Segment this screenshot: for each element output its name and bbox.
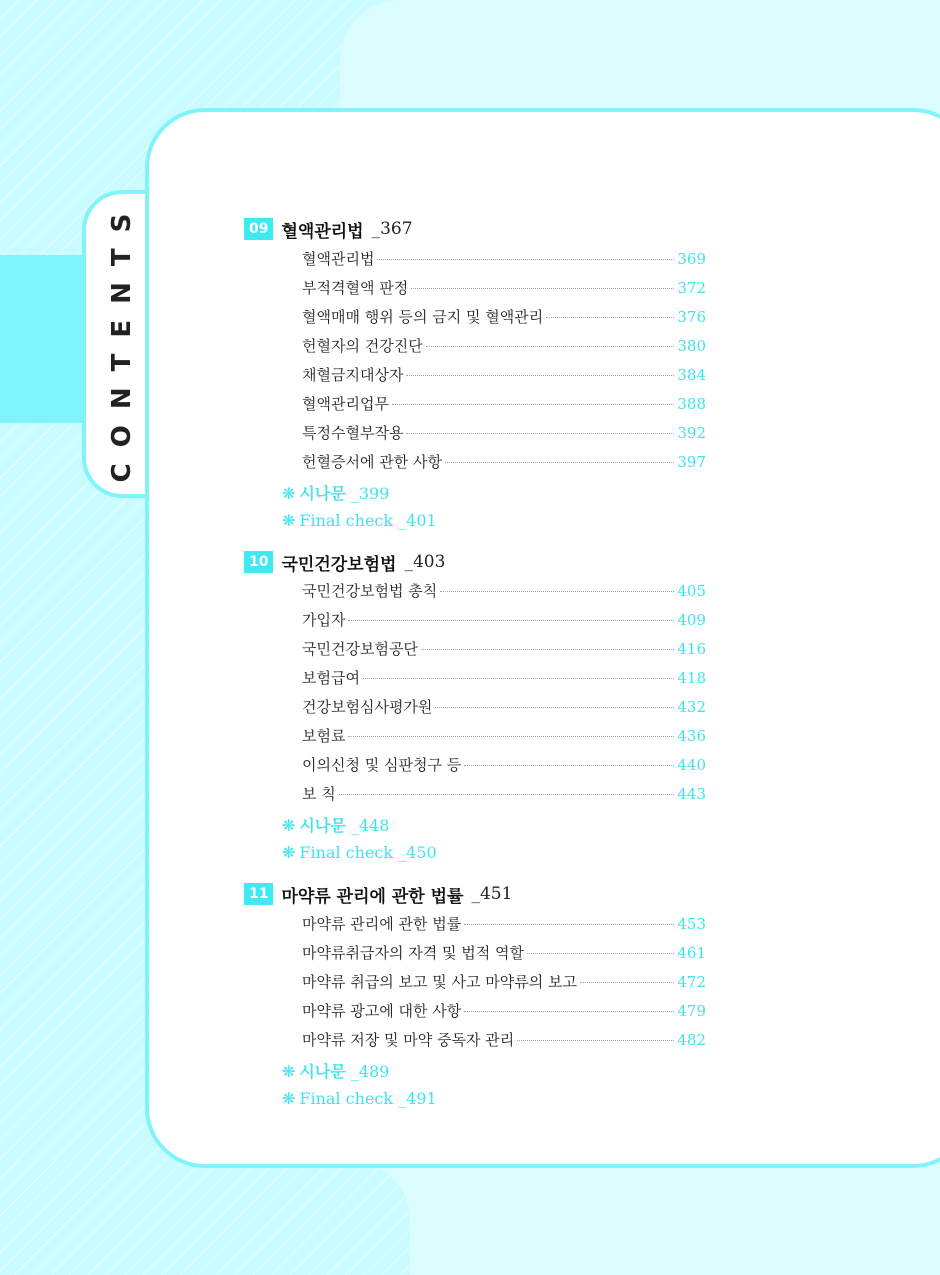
extra-page: _399 <box>350 484 390 503</box>
toc-entry[interactable] <box>302 942 706 964</box>
entry-label: 마약류 광고에 대한 사항 <box>302 1002 462 1020</box>
entry-label: 헌혈증서에 관한 사항 <box>302 453 442 471</box>
extra-label: 시나문 <box>299 484 346 503</box>
toc-entry[interactable] <box>302 725 706 747</box>
leader-dots <box>464 1011 674 1012</box>
chapter-title: 혈액관리법 <box>281 221 364 242</box>
extra-page: _491 <box>398 1089 437 1108</box>
entry-page: 376 <box>677 308 706 326</box>
toc-entry[interactable] <box>302 913 706 935</box>
entry-page: 432 <box>677 698 706 716</box>
toc-entry[interactable] <box>302 277 706 299</box>
chapter-11-heading[interactable] <box>244 882 512 906</box>
entry-label: 보 칙 <box>302 785 336 803</box>
toc-entry[interactable] <box>302 609 706 631</box>
toc-entry[interactable] <box>302 667 706 689</box>
leader-dots <box>377 259 674 260</box>
entry-label: 가입자 <box>302 611 346 629</box>
toc-entry[interactable] <box>302 638 706 660</box>
leader-dots <box>440 591 674 592</box>
extra-entry-sinamun[interactable] <box>282 481 389 503</box>
background-patch <box>0 1160 410 1275</box>
entry-label: 마약류취급자의 자격 및 법적 역할 <box>302 944 524 962</box>
entry-label: 이의신청 및 심판청구 등 <box>302 756 462 774</box>
toc-entry[interactable] <box>302 971 706 993</box>
leader-dots <box>411 288 674 289</box>
asterisk-icon: ❋ <box>282 843 296 862</box>
extra-entry-sinamun[interactable] <box>282 813 389 835</box>
entry-page: 461 <box>677 944 706 962</box>
entry-page: 384 <box>677 366 706 384</box>
leader-dots <box>406 433 674 434</box>
asterisk-icon: ❋ <box>282 1089 296 1108</box>
extra-entry-sinamun[interactable] <box>282 1059 389 1081</box>
extra-label: 시나문 <box>299 1062 346 1081</box>
asterisk-icon: ❋ <box>282 511 296 530</box>
entry-label: 헌혈자의 건강진단 <box>302 337 423 355</box>
entry-page: 405 <box>677 582 706 600</box>
entry-label: 부적격혈액 판정 <box>302 279 409 297</box>
chapter-09-heading[interactable] <box>244 217 413 241</box>
entry-label: 국민건강보험공단 <box>302 640 418 658</box>
toc-entry[interactable] <box>302 1000 706 1022</box>
toc-entry[interactable] <box>302 1029 706 1051</box>
chapter-number: 10 <box>244 551 273 573</box>
extra-page: _450 <box>398 843 437 862</box>
leader-dots <box>435 707 674 708</box>
entry-label: 혈액관리법 <box>302 250 375 268</box>
chapter-title: 국민건강보험법 <box>281 554 397 575</box>
extra-entry-final-check[interactable] <box>282 843 437 865</box>
extra-page: _489 <box>350 1062 390 1081</box>
entry-page: 372 <box>677 279 706 297</box>
leader-dots <box>339 794 675 795</box>
asterisk-icon: ❋ <box>282 484 296 503</box>
toc-entry[interactable] <box>302 451 706 473</box>
leader-dots <box>546 317 674 318</box>
leader-dots <box>421 649 674 650</box>
entry-label: 마약류 취급의 보고 및 사고 마약류의 보고 <box>302 973 577 991</box>
entry-page: 369 <box>677 250 706 268</box>
leader-dots <box>527 953 674 954</box>
side-accent-block <box>0 255 90 423</box>
entry-label: 건강보험심사평가원 <box>302 698 433 716</box>
entry-label: 혈액매매 행위 등의 금지 및 혈액관리 <box>302 308 544 326</box>
extra-entry-final-check[interactable] <box>282 1089 437 1111</box>
leader-dots <box>348 620 674 621</box>
entry-page: 397 <box>677 453 706 471</box>
extra-label: 시나문 <box>299 816 346 835</box>
chapter-number: 09 <box>244 218 273 240</box>
entry-page: 482 <box>677 1031 706 1049</box>
entry-page: 479 <box>677 1002 706 1020</box>
chapter-title: 마약류 관리에 관한 법률 <box>281 886 464 907</box>
leader-dots <box>363 678 674 679</box>
entry-label: 마약류 저장 및 마약 중독자 관리 <box>302 1031 515 1049</box>
asterisk-icon: ❋ <box>282 816 296 835</box>
entry-label: 특정수혈부작용 <box>302 424 404 442</box>
leader-dots <box>464 765 674 766</box>
entry-page: 416 <box>677 640 706 658</box>
entry-page: 380 <box>677 337 706 355</box>
contents-label: CONTENTS <box>107 197 137 483</box>
entry-page: 440 <box>677 756 706 774</box>
leader-dots <box>392 404 674 405</box>
toc-entry[interactable] <box>302 335 706 357</box>
entry-page: 453 <box>677 915 706 933</box>
leader-dots <box>580 982 674 983</box>
entry-page: 472 <box>677 973 706 991</box>
entry-page: 388 <box>677 395 706 413</box>
entry-page: 436 <box>677 727 706 745</box>
extra-label: Final check <box>299 511 394 530</box>
chapter-number: 11 <box>244 883 273 905</box>
extra-page: _401 <box>398 511 437 530</box>
background-strip <box>410 1165 940 1275</box>
entry-label: 보험급여 <box>302 669 360 687</box>
leader-dots <box>464 924 674 925</box>
leader-dots <box>445 462 674 463</box>
extra-label: Final check <box>299 843 394 862</box>
leader-dots <box>426 346 675 347</box>
toc-entry[interactable] <box>302 422 706 444</box>
entry-page: 418 <box>677 669 706 687</box>
toc-entry[interactable] <box>302 248 706 270</box>
asterisk-icon: ❋ <box>282 1062 296 1081</box>
toc-entry[interactable] <box>302 393 706 415</box>
toc-entry[interactable] <box>302 783 706 805</box>
entry-label: 국민건강보험법 총칙 <box>302 582 438 600</box>
entry-page: 409 <box>677 611 706 629</box>
toc-entry[interactable] <box>302 580 706 602</box>
extra-page: _448 <box>350 816 390 835</box>
leader-dots <box>406 375 674 376</box>
chapter-10-heading[interactable] <box>244 550 445 574</box>
toc-entry[interactable] <box>302 306 706 328</box>
entry-label: 마약류 관리에 관한 법률 <box>302 915 462 933</box>
entry-page: 392 <box>677 424 706 442</box>
entry-page: 443 <box>677 785 706 803</box>
chapter-page: _367 <box>371 219 413 239</box>
toc-entry[interactable] <box>302 754 706 776</box>
chapter-page: _451 <box>471 884 513 904</box>
leader-dots <box>517 1040 674 1041</box>
entry-label: 채혈금지대상자 <box>302 366 404 384</box>
toc-entry[interactable] <box>302 364 706 386</box>
entry-label: 보험료 <box>302 727 346 745</box>
toc-entry[interactable] <box>302 696 706 718</box>
entry-label: 혈액관리업무 <box>302 395 389 413</box>
extra-label: Final check <box>299 1089 394 1108</box>
chapter-page: _403 <box>404 552 446 572</box>
leader-dots <box>348 736 674 737</box>
extra-entry-final-check[interactable] <box>282 511 437 533</box>
